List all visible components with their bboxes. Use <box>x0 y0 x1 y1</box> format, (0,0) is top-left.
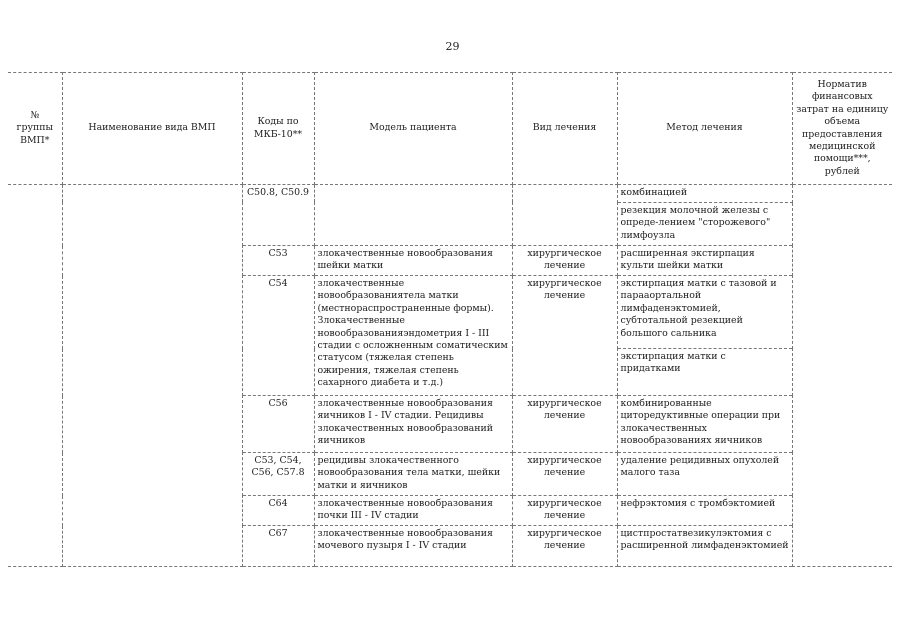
header-method: Метод лечения <box>617 73 792 185</box>
method-cell: нефрэктомия с тромбэктомией <box>617 496 792 526</box>
method-cell: комбинацией <box>617 185 792 203</box>
code-cell: C56 <box>242 396 314 453</box>
treatment-cell: хирургическое лечение <box>512 276 617 396</box>
method-cell: экстирпация матки с придатками <box>617 349 792 396</box>
treatment-cell: хирургическое лечение <box>512 246 617 276</box>
method-cell: комбинированные циторедуктивные операции при злокачественных новообразованиях яичников <box>617 396 792 453</box>
code-cell: C64 <box>242 496 314 526</box>
method-cell: экстирпация матки с тазовой и парааортальной лимфаденэктомией, субтотальной резекцией большого сальника <box>617 276 792 349</box>
norm-cell <box>792 185 892 567</box>
header-row <box>8 73 892 185</box>
header-codes: Коды по МКБ-10** <box>242 73 314 185</box>
page-number: 29 <box>445 40 460 53</box>
model-cell: злокачественные новообразованиятела матки (местнораспространенные формы). Злокачественные новообразованияэндометрия I - III стадии с осложненным соматическим статусом (тяжелая степень ожирения, тяжелая степень сахарного диабета и т.д.) <box>314 276 512 396</box>
code-cell: C54 <box>242 276 314 396</box>
header-norm: Норматив финансовых затрат на единицу объема предоставления медицинской помощи***, рублей <box>792 73 892 185</box>
vmp-table <box>8 72 892 567</box>
model-cell: злокачественные новообразования почки III - IV стадии <box>314 496 512 526</box>
header-group: № группы ВМП* <box>8 73 62 185</box>
header-name: Наименование вида ВМП <box>62 73 242 185</box>
code-cell: C53, C54, C56, C57.8 <box>242 453 314 496</box>
treatment-cell: хирургическое лечение <box>512 496 617 526</box>
header-treatment: Вид лечения <box>512 73 617 185</box>
code-cell: C67 <box>242 526 314 567</box>
method-cell: расширенная экстирпация культи шейки матки <box>617 246 792 276</box>
name-cell <box>62 185 242 567</box>
code-cell: C50.8, C50.9 <box>242 185 314 246</box>
method-cell: удаление рецидивных опухолей малого таза <box>617 453 792 496</box>
treatment-cell: хирургическое лечение <box>512 453 617 496</box>
treatment-cell <box>512 185 617 246</box>
table-row <box>8 185 892 203</box>
code-cell: C53 <box>242 246 314 276</box>
group-cell <box>8 185 62 567</box>
method-cell: резекция молочной железы с опреде-лением "сторожевого" лимфоузла <box>617 202 792 245</box>
treatment-cell: хирургическое лечение <box>512 526 617 567</box>
model-cell: злокачественные новообразования мочевого пузыря I - IV стадии <box>314 526 512 567</box>
model-cell: рецидивы злокачественного новообразования тела матки, шейки матки и яичников <box>314 453 512 496</box>
model-cell: злокачественные новообразования яичников I - IV стадии. Рецидивы злокачественных новообразований яичников <box>314 396 512 453</box>
treatment-cell: хирургическое лечение <box>512 396 617 453</box>
model-cell <box>314 185 512 246</box>
method-cell: цистпростатвезикулэктомия с расширенной лимфаденэктомией <box>617 526 792 567</box>
model-cell: злокачественные новообразования шейки матки <box>314 246 512 276</box>
header-model: Модель пациента <box>314 73 512 185</box>
